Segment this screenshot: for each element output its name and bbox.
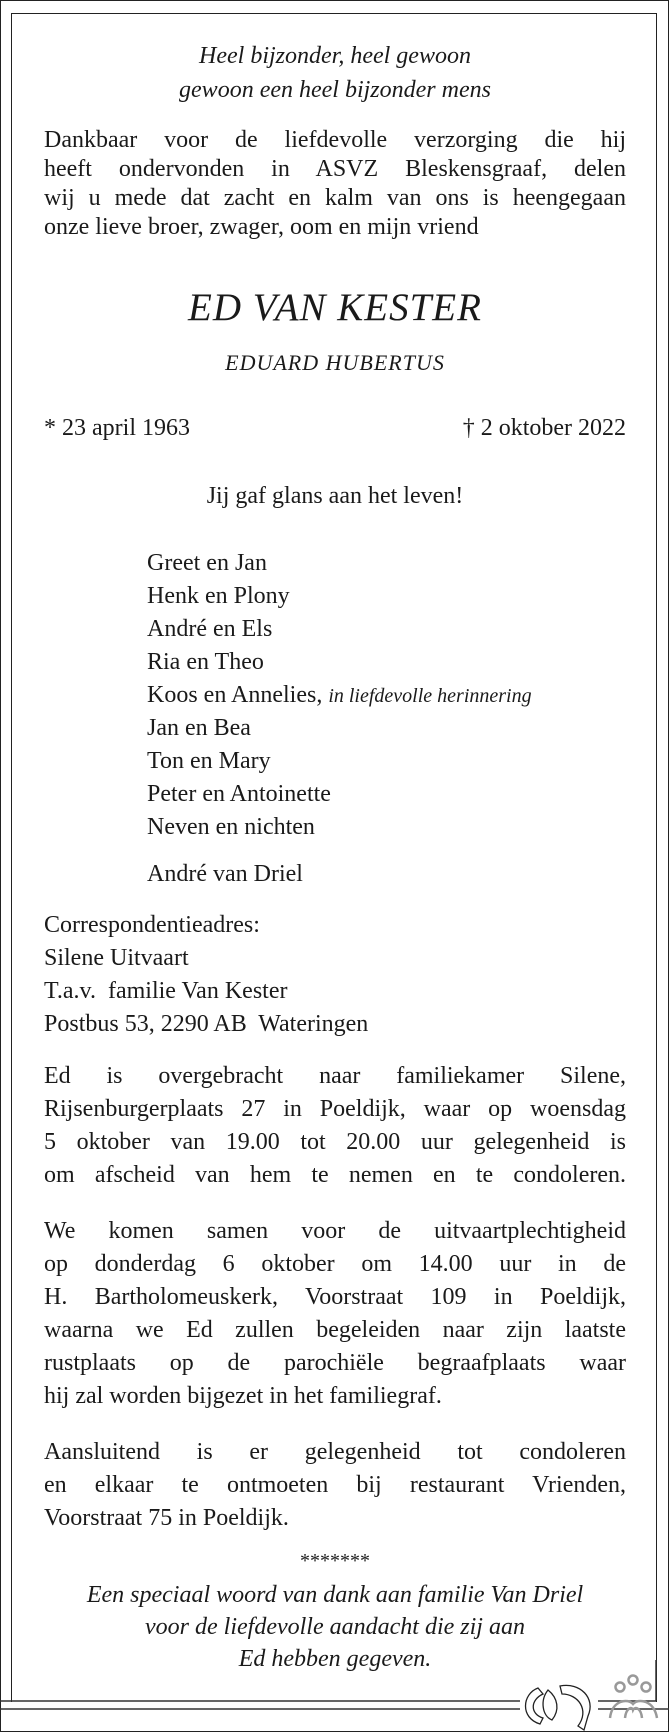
funeral-company-logo-icon — [526, 1685, 591, 1730]
relative: Peter en Antoinette — [147, 781, 331, 807]
relative: André en Els — [147, 616, 273, 642]
relative: Jan en Bea — [147, 715, 251, 741]
funeral-line: We komen samen voor de uitvaartplechtigheid — [44, 1218, 626, 1244]
address-line: Correspondentieadres: — [44, 912, 260, 938]
deceased-name: ED VAN KESTER — [188, 286, 482, 329]
funeral-line: rustplaats op de parochiële begraafplaats waar — [44, 1350, 626, 1376]
motto-line: gewoon een heel bijzonder mens — [179, 77, 491, 103]
reception-line: Voorstraat 75 in Poeldijk. — [44, 1505, 289, 1531]
funeral-line: hij zal worden bijgezet in het familiegraf. — [44, 1383, 442, 1409]
thanks-line: voor de liefdevolle aandacht die zij aan — [145, 1614, 525, 1640]
thanks-line: Ed hebben gegeven. — [238, 1646, 432, 1672]
funeral-line: op donderdag 6 oktober om 14.00 uur in de — [44, 1251, 626, 1277]
reception-line: Aansluitend is er gelegenheid tot condoleren — [44, 1439, 626, 1465]
footer-logos — [0, 1660, 669, 1732]
deceased-full-name: EDUARD HUBERTUS — [225, 350, 445, 375]
relative: Greet en Jan — [147, 550, 267, 576]
reception-line: en elkaar te ontmoeten bij restaurant Vrienden, — [44, 1472, 626, 1498]
relative-name: Koos en Annelies, — [147, 682, 323, 708]
intro-line: Dankbaar voor de liefdevolle verzorging die hij — [44, 127, 626, 153]
birth-date: * 23 april 1963 — [44, 415, 190, 441]
people-icon — [610, 1676, 657, 1719]
separator: ******* — [300, 1550, 370, 1572]
visitation-line: om afscheid van hem te nemen en te condoleren. — [44, 1162, 626, 1188]
address-line: Postbus 53, 2290 AB Wateringen — [44, 1011, 369, 1037]
death-date: † 2 oktober 2022 — [462, 415, 626, 441]
address-line: Silene Uitvaart — [44, 945, 189, 971]
funeral-line: H. Bartholomeuskerk, Voorstraat 109 in Poeldijk, — [44, 1284, 626, 1310]
address-line: T.a.v. familie Van Kester — [44, 978, 288, 1004]
relative: Neven en nichten — [147, 814, 315, 840]
relative — [147, 679, 669, 713]
quote: Jij gaf glans aan het leven! — [206, 483, 464, 509]
visitation-line: 5 oktober van 19.00 tot 20.00 uur gelegenheid is — [44, 1129, 626, 1155]
thanks-line: Een speciaal woord van dank aan familie Van Driel — [86, 1582, 584, 1608]
intro-line: heeft ondervonden in ASVZ Bleskensgraaf, delen — [44, 156, 626, 182]
funeral-line: waarna we Ed zullen begeleiden naar zijn laatste — [44, 1317, 626, 1343]
visitation-line: Ed is overgebracht naar familiekamer Silene, — [44, 1063, 626, 1089]
visitation-line: Rijsenburgerplaats 27 in Poeldijk, waar op woensdag — [44, 1096, 626, 1122]
intro-line: onze lieve broer, zwager, oom en mijn vriend — [44, 214, 479, 240]
friend: André van Driel — [147, 861, 303, 887]
relative: Ton en Mary — [147, 748, 271, 774]
intro-line: wij u mede dat zacht en kalm van ons is heengegaan — [44, 185, 626, 211]
relative: Henk en Plony — [147, 583, 290, 609]
motto-line: Heel bijzonder, heel gewoon — [199, 43, 471, 69]
relative: Ria en Theo — [147, 649, 264, 675]
relative-note: in liefdevolle herinnering — [328, 685, 532, 707]
